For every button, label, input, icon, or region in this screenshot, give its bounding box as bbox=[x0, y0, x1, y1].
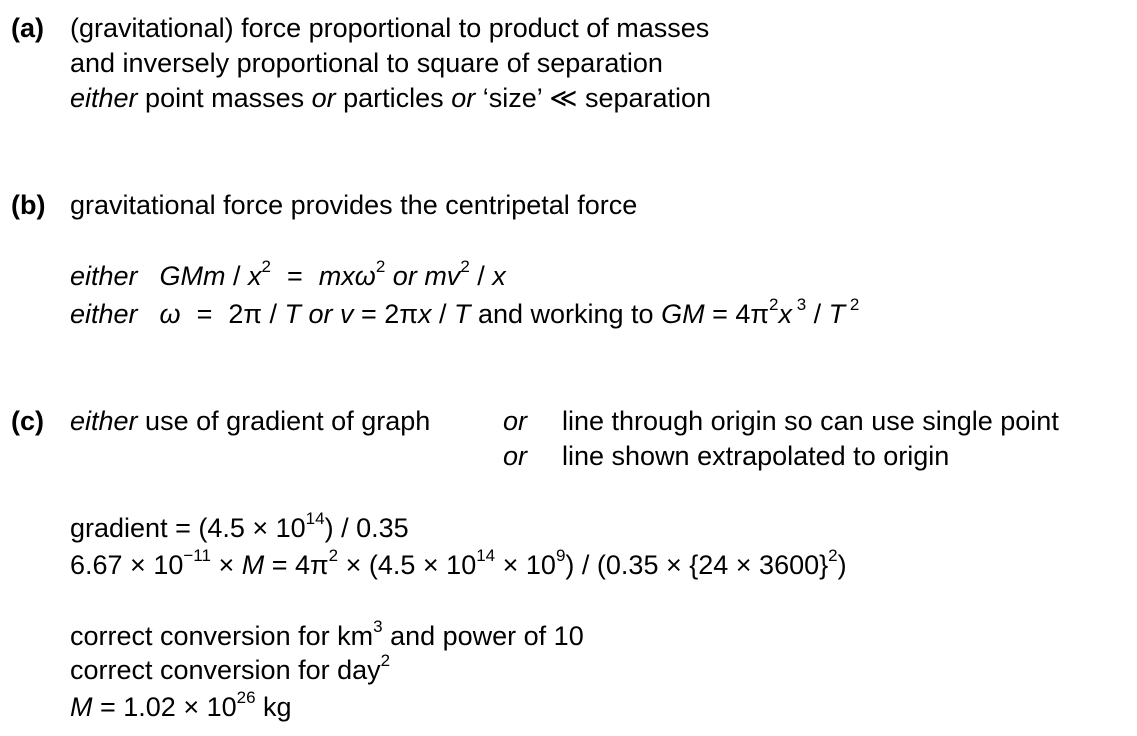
text-segment: × bbox=[210, 550, 242, 580]
exponent: 3 bbox=[791, 295, 807, 314]
or-word: or bbox=[301, 299, 341, 329]
exponent: −11 bbox=[183, 546, 211, 565]
alternative-2: line shown extrapolated to origin bbox=[562, 441, 950, 471]
mass-symbol: M bbox=[70, 692, 93, 722]
exponent: 3 bbox=[373, 617, 383, 636]
exponent: 2 bbox=[380, 651, 391, 670]
eq-term: / bbox=[225, 261, 249, 291]
or-word: or bbox=[311, 83, 336, 113]
eq-term: and working to bbox=[470, 299, 662, 329]
text-segment: particles bbox=[335, 83, 452, 113]
exponent: 2 bbox=[375, 257, 386, 276]
or-word: or bbox=[503, 441, 528, 471]
eq-term: 2π / bbox=[228, 299, 285, 329]
eq-term: T bbox=[453, 299, 471, 329]
eq-term: v bbox=[340, 299, 354, 329]
exponent: 2 bbox=[769, 295, 779, 314]
part-a-line-1: (gravitational) force proportional to product of masses bbox=[70, 13, 710, 43]
or-word: or bbox=[451, 83, 476, 113]
exponent: 9 bbox=[555, 546, 566, 565]
eq-term: x bbox=[248, 261, 262, 291]
alternative-1: line through origin so can use single point bbox=[562, 406, 1059, 436]
eq-term: mv bbox=[424, 261, 461, 291]
part-b-label: (b) bbox=[11, 190, 46, 220]
text-segment: = 4π bbox=[264, 550, 329, 580]
exponent: 26 bbox=[236, 688, 256, 707]
text-segment: ) / 0.35 bbox=[324, 513, 409, 543]
part-a-line-2: and inversely proportional to square of separation bbox=[70, 48, 663, 78]
text-segment: kg bbox=[255, 692, 292, 722]
eq-term: GMm bbox=[159, 261, 226, 291]
text-segment: point masses bbox=[137, 83, 312, 113]
eq-term: mxω bbox=[318, 261, 376, 291]
either-word: either bbox=[70, 406, 138, 436]
eq-term: / bbox=[431, 299, 454, 329]
or-word: or bbox=[385, 261, 425, 291]
exponent: 2 bbox=[460, 257, 470, 276]
calculation-line bbox=[70, 546, 847, 580]
text-segment: ) / (0.35 × {24 × 3600} bbox=[565, 550, 829, 580]
eq-term: / bbox=[469, 261, 493, 291]
either-word: either bbox=[70, 299, 138, 329]
text-segment: and power of 10 bbox=[382, 621, 584, 651]
exponent: 2 bbox=[261, 257, 272, 276]
text-segment: correct conversion for km bbox=[70, 621, 374, 651]
either-word: either bbox=[70, 83, 138, 113]
part-c-label: (c) bbox=[11, 406, 44, 436]
eq-term: = 4π bbox=[704, 299, 769, 329]
part-c-line-1 bbox=[70, 408, 430, 435]
result-line bbox=[70, 688, 292, 722]
text-segment: × (4.5 × 10 bbox=[338, 550, 477, 580]
eq-term: x bbox=[417, 299, 432, 329]
omega-symbol: ω bbox=[159, 299, 181, 329]
part-b-equation-1 bbox=[70, 257, 506, 291]
part-b-equation-2 bbox=[70, 295, 860, 329]
equals-sign: = bbox=[196, 299, 213, 329]
eq-term: x bbox=[778, 299, 792, 329]
exponent: 2 bbox=[845, 295, 860, 314]
eq-term: T bbox=[828, 299, 846, 329]
text-segment: 6.67 × 10 bbox=[70, 550, 184, 580]
exponent: 14 bbox=[305, 509, 325, 528]
text-segment: = 1.02 × 10 bbox=[92, 692, 237, 722]
exponent: 14 bbox=[476, 546, 496, 565]
eq-term: / bbox=[806, 299, 829, 329]
conversion-line-1 bbox=[70, 617, 584, 651]
eq-term: = 2π bbox=[353, 299, 418, 329]
text-segment: ) bbox=[837, 550, 847, 580]
either-word: either bbox=[70, 261, 138, 291]
gradient-line bbox=[70, 509, 409, 543]
text-segment: × 10 bbox=[495, 550, 556, 580]
mass-symbol: M bbox=[241, 550, 265, 580]
conversion-line-2 bbox=[70, 651, 391, 685]
text-segment: ‘size’ ≪ separation bbox=[475, 83, 712, 113]
text-segment: correct conversion for day bbox=[70, 655, 381, 685]
exponent: 2 bbox=[328, 546, 339, 565]
text-segment: gradient = (4.5 × 10 bbox=[70, 513, 306, 543]
equals-sign: = bbox=[287, 261, 303, 291]
eq-term: x bbox=[492, 261, 506, 291]
exponent: 2 bbox=[828, 546, 838, 565]
part-a-line-3 bbox=[70, 85, 711, 112]
text-segment: use of gradient of graph bbox=[137, 406, 431, 436]
eq-term: T bbox=[284, 299, 302, 329]
eq-term: GM bbox=[661, 299, 705, 329]
or-word: or bbox=[503, 406, 528, 436]
part-b-line-1: gravitational force provides the centripetal force bbox=[70, 190, 638, 220]
part-a-label: (a) bbox=[11, 13, 44, 43]
